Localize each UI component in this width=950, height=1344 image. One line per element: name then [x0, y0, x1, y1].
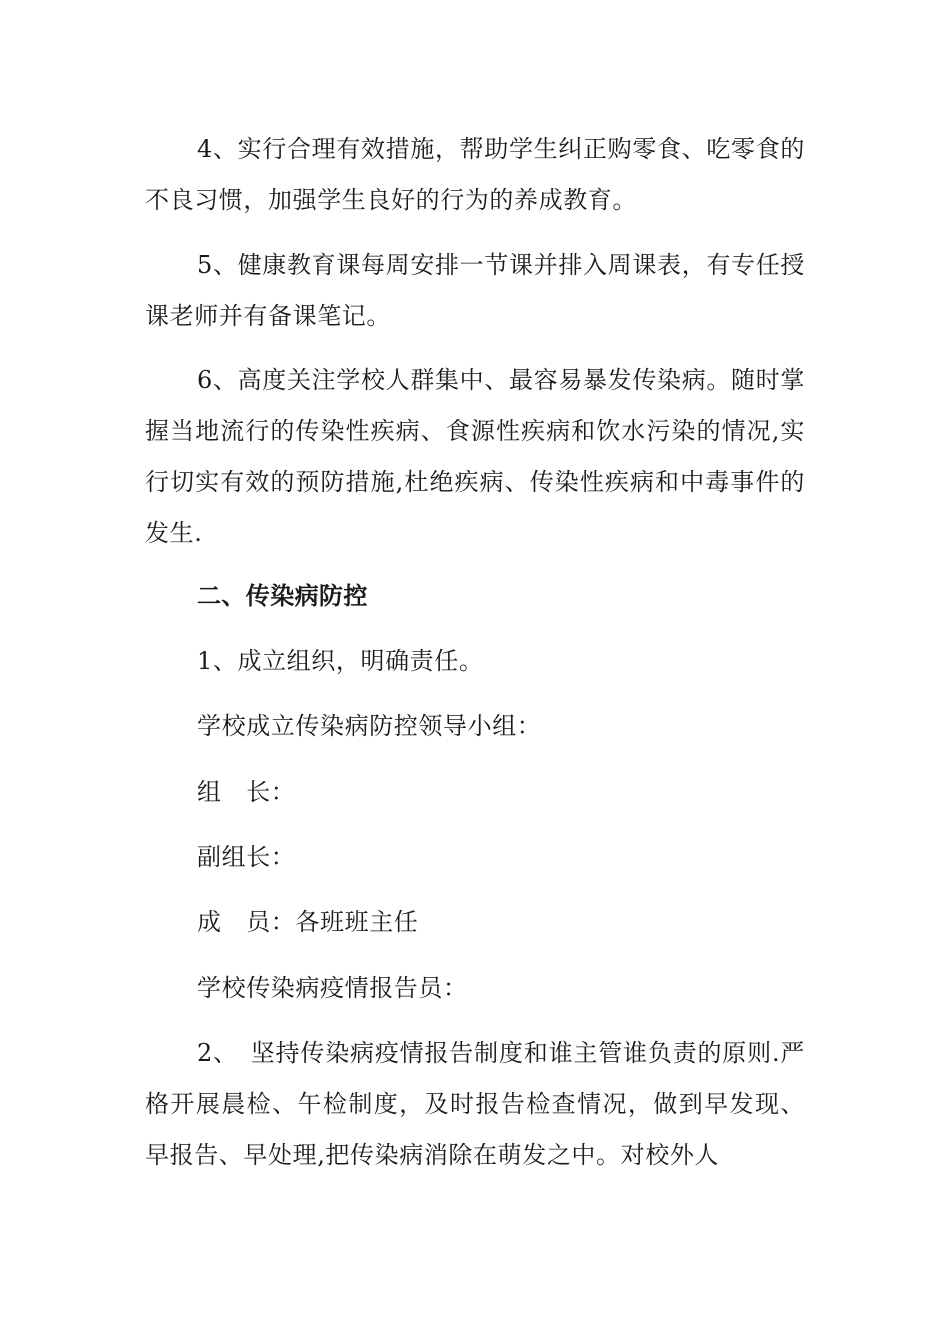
paragraph-members: 成 员：各班班主任 [197, 908, 419, 936]
paragraph-reporting-system: 2、 坚持传染病疫情报告制度和谁主管谁负责的原则.严格开展晨检、午检制度，及时报告检查情况，做到早发现、早报告、早处理,把传染病消除在萌发之中。对校外人 [145, 1039, 805, 1169]
paragraph-item-5: 5、健康教育课每周安排一节课并排入周课表，有专任授课老师并有备课笔记。 [145, 251, 805, 330]
paragraph-leading-group: 学校成立传染病防控领导小组： [197, 712, 542, 740]
paragraph-item-6: 6、高度关注学校人群集中、最容易暴发传染病。随时掌握当地流行的传染性疾病、食源性疾病和饮水污染的情况,实行切实有效的预防措施,杜绝疾病、传染性疾病和中毒事件的发生. [145, 366, 805, 547]
paragraph-establish-organization: 1、成立组织，明确责任。 [197, 647, 484, 675]
paragraph-group-leader: 组 长： [197, 778, 296, 806]
paragraph-item-4: 4、实行合理有效措施，帮助学生纠正购零食、吃零食的不良习惯，加强学生良好的行为的养成教育。 [145, 135, 805, 214]
section-heading: 二、传染病防控 [197, 582, 368, 610]
paragraph-epidemic-reporter: 学校传染病疫情报告员： [197, 974, 468, 1002]
paragraph-deputy-leader: 副组长： [197, 843, 296, 871]
